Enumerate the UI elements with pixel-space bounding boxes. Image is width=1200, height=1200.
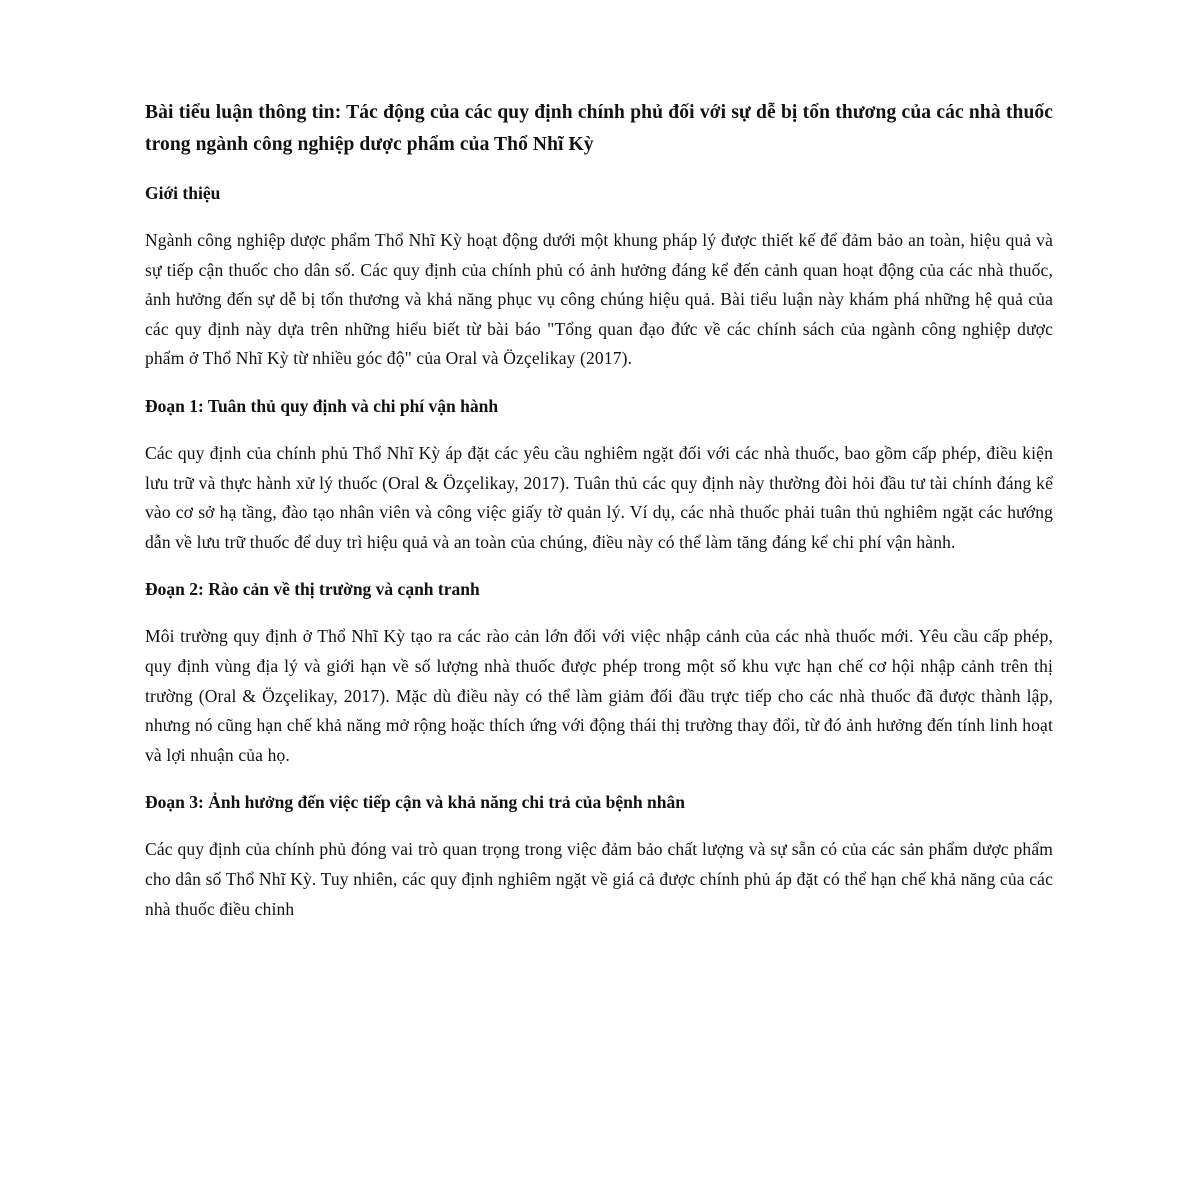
section-introduction (145, 181, 1053, 374)
section-heading: Đoạn 2: Rào cản về thị trường và cạnh tranh (145, 579, 480, 600)
section-heading: Đoạn 1: Tuân thủ quy định và chi phí vận hành (145, 395, 499, 416)
document-page (145, 97, 1053, 944)
section-patient-access (145, 790, 1053, 924)
document-title: Bài tiểu luận thông tin: Tác động của các quy định chính phủ đối với sự dễ bị tổn thương của các nhà thuốc trong ngành công nghiệp dược phẩm của Thổ Nhĩ Kỳ (145, 102, 1053, 155)
section-heading: Đoạn 3: Ảnh hưởng đến việc tiếp cận và khả năng chi trả của bệnh nhân (145, 792, 685, 813)
section-paragraph: Môi trường quy định ở Thổ Nhĩ Kỳ tạo ra các rào cản lớn đối với việc nhập cảnh của các nhà thuốc mới. Yêu cầu cấp phép, quy định vùng địa lý và giới hạn về số lượng nhà thuốc được phép trong một số khu vực hạn chế cơ hội nhập cảnh trên thị trường (Oral & Özçelikay, 2017). Mặc dù điều này có thể làm giảm đối đầu trực tiếp cho các nhà thuốc đã được thành lập, nhưng nó cũng hạn chế khả năng mở rộng hoặc thích ứng với động thái thị trường thay đổi, từ đó ảnh hưởng đến tính linh hoạt và lợi nhuận của họ. (145, 626, 1053, 765)
section-heading: Giới thiệu (145, 183, 221, 203)
section-paragraph: Các quy định của chính phủ Thổ Nhĩ Kỳ áp đặt các yêu cầu nghiêm ngặt đối với các nhà thuốc, bao gồm cấp phép, điều kiện lưu trữ và thực hành xử lý thuốc (Oral & Özçelikay, 2017). Tuân thủ các quy định này thường đòi hỏi đầu tư tài chính đáng kể vào cơ sở hạ tầng, đào tạo nhân viên và công việc giấy tờ quản lý. Ví dụ, các nhà thuốc phải tuân thủ nghiêm ngặt các hướng dẫn về lưu trữ thuốc để duy trì hiệu quả và an toàn của chúng, điều này có thể làm tăng đáng kể chi phí vận hành. (145, 442, 1053, 552)
section-paragraph: Các quy định của chính phủ đóng vai trò quan trọng trong việc đảm bảo chất lượng và sự sẵn có của các sản phẩm dược phẩm cho dân số Thổ Nhĩ Kỳ. Tuy nhiên, các quy định nghiêm ngặt về giá cả được chính phủ áp đặt có thể hạn chế khả năng của các nhà thuốc điều chỉnh (145, 839, 1053, 919)
section-compliance-costs (145, 394, 1053, 557)
section-paragraph: Ngành công nghiệp dược phẩm Thổ Nhĩ Kỳ hoạt động dưới một khung pháp lý được thiết kế để đảm bảo an toàn, hiệu quả và sự tiếp cận thuốc cho dân số. Các quy định của chính phủ có ảnh hưởng đáng kể đến cảnh quan hoạt động của các nhà thuốc, ảnh hưởng đến sự dễ bị tổn thương và khả năng phục vụ công chúng hiệu quả. Bài tiểu luận này khám phá những hệ quả của các quy định này dựa trên những hiểu biết từ bài báo "Tổng quan đạo đức về các chính sách của ngành công nghiệp dược phẩm ở Thổ Nhĩ Kỳ từ nhiều góc độ" của Oral và Özçelikay (2017). (145, 230, 1053, 369)
section-market-barriers (145, 577, 1053, 770)
